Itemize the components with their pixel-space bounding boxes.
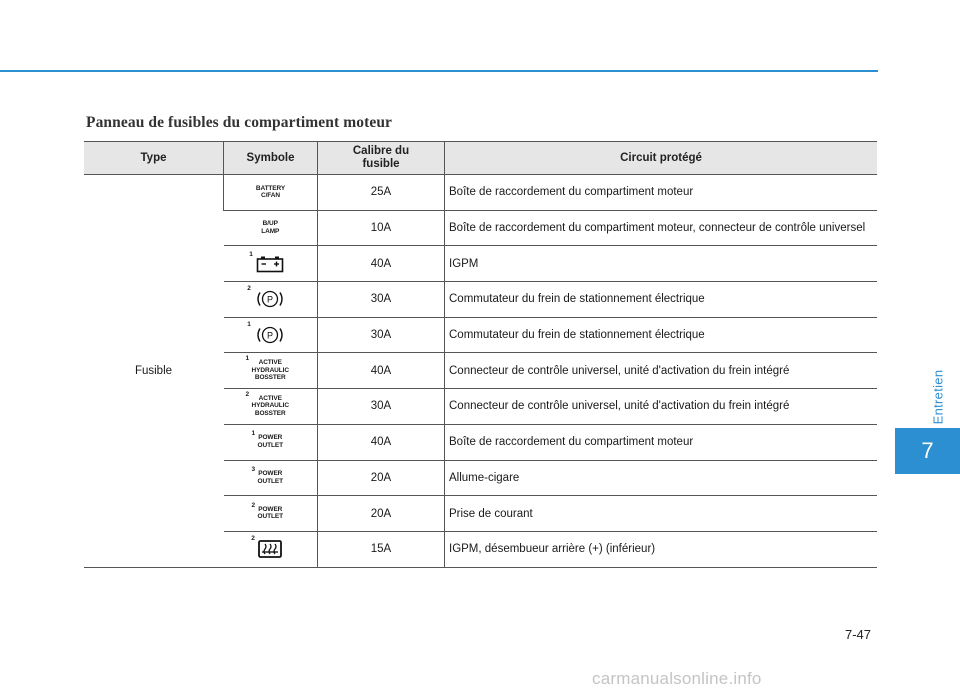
symbol-cell	[224, 175, 318, 211]
symbol-footnote: 1	[245, 355, 250, 363]
symbol-cell	[224, 389, 318, 425]
svg-text:P: P	[267, 294, 274, 305]
rating-cell: 30A	[318, 317, 445, 353]
circuit-cell: Boîte de raccordement du compartiment moteur	[445, 175, 878, 211]
type-cell: Fusible	[84, 175, 224, 568]
symbol-text-line: POWER	[258, 434, 283, 442]
top-rule	[0, 70, 878, 72]
header-circuit: Circuit protégé	[445, 142, 878, 175]
symbol-text-line: OUTLET	[257, 441, 283, 449]
circuit-cell: IGPM, désembueur arrière (+) (inférieur)	[445, 531, 878, 567]
symbol-cell	[224, 531, 318, 567]
parking-brake-icon	[253, 293, 287, 305]
rating-cell: 15A	[318, 531, 445, 567]
symbol-text-line: BATTERY	[255, 184, 286, 192]
symbol-text-line: ACTIVE	[258, 394, 282, 402]
fuse-symbol	[249, 250, 285, 273]
battery-icon	[255, 258, 285, 270]
symbol-footnote: 2	[245, 390, 250, 398]
symbol-cell	[224, 424, 318, 460]
circuit-cell: Boîte de raccordement du compartiment moteur	[445, 424, 878, 460]
circuit-cell: Connecteur de contrôle universel, unité d'activation du frein intégré	[445, 353, 878, 389]
header-rating-line2: fusible	[362, 158, 400, 170]
symbol-text-line: BOSSTER	[254, 374, 286, 382]
symbol-text-line: OUTLET	[257, 513, 283, 521]
rating-cell: 40A	[318, 353, 445, 389]
symbol-text-line: BOSSTER	[254, 409, 286, 417]
symbol-cell	[224, 496, 318, 532]
rating-cell: 30A	[318, 282, 445, 318]
circuit-cell: Prise de courant	[445, 496, 878, 532]
header-rating	[318, 142, 445, 175]
symbol-text-line: LAMP	[261, 227, 280, 235]
rating-cell: 20A	[318, 460, 445, 496]
symbol-text-line: POWER	[258, 470, 283, 478]
symbol-text-line: HYDRAULIC	[251, 366, 289, 374]
chapter-tab-label	[924, 362, 952, 432]
header-symbol: Symbole	[224, 142, 318, 175]
rating-cell: 30A	[318, 389, 445, 425]
circuit-cell: Boîte de raccordement du compartiment moteur, connecteur de contrôle universel	[445, 210, 878, 246]
symbol-text-line: HYDRAULIC	[251, 402, 289, 410]
fuse-table	[84, 141, 877, 568]
rating-cell: 25A	[318, 175, 445, 211]
symbol-footnote: 2	[247, 285, 251, 293]
page-number: 7-47	[845, 627, 872, 642]
circuit-cell: Allume-cigare	[445, 460, 878, 496]
symbol-cell	[224, 460, 318, 496]
symbol-footnote: 2	[251, 501, 256, 509]
symbol-text-line: C/FAN	[260, 192, 280, 200]
rating-cell: 40A	[318, 246, 445, 282]
circuit-cell: Connecteur de contrôle universel, unité d'activation du frein intégré	[445, 389, 878, 425]
symbol-cell	[224, 282, 318, 318]
symbol-text	[258, 506, 283, 521]
symbol-footnote: 1	[249, 250, 253, 258]
symbol-text	[252, 359, 289, 382]
chapter-number: 7	[921, 438, 934, 463]
fuse-table-body	[84, 175, 877, 568]
table-header-row	[84, 142, 877, 175]
fuse-symbol	[251, 430, 283, 450]
fuse-symbol	[247, 321, 287, 345]
fuse-symbol	[247, 285, 287, 309]
symbol-cell	[224, 210, 318, 246]
symbol-cell	[224, 246, 318, 282]
symbol-cell	[224, 353, 318, 389]
symbol-text-line: POWER	[258, 505, 283, 513]
fuse-symbol	[256, 185, 285, 201]
symbol-footnote: 3	[251, 466, 256, 474]
fuse-symbol	[261, 220, 279, 236]
symbol-footnote: 1	[251, 430, 256, 438]
symbol-text-line: OUTLET	[257, 477, 283, 485]
symbol-footnote: 2	[251, 535, 255, 543]
fuse-symbol	[251, 501, 283, 522]
chapter-tab-text: Entretien	[930, 369, 946, 425]
fuse-symbol	[251, 535, 283, 559]
header-rating-line1: Calibre du	[352, 145, 410, 157]
symbol-text	[256, 185, 285, 200]
chapter-number-box	[895, 428, 960, 474]
fuse-symbol	[245, 390, 289, 418]
symbol-text	[252, 395, 289, 418]
symbol-cell	[224, 317, 318, 353]
header-type: Type	[84, 142, 224, 175]
watermark: carmanualsonline.info	[592, 669, 762, 688]
rear-defrost-icon	[257, 543, 283, 555]
fuse-symbol	[251, 466, 283, 486]
circuit-cell: Commutateur du frein de stationnement électrique	[445, 317, 878, 353]
circuit-cell: IGPM	[445, 246, 878, 282]
rating-cell: 20A	[318, 496, 445, 532]
circuit-cell: Commutateur du frein de stationnement électrique	[445, 282, 878, 318]
symbol-text	[258, 470, 283, 485]
symbol-text-line: ACTIVE	[258, 359, 282, 367]
svg-text:P: P	[267, 330, 274, 341]
rating-cell: 40A	[318, 424, 445, 460]
symbol-text-line: B/UP	[262, 220, 278, 228]
symbol-footnote: 1	[247, 321, 251, 329]
parking-brake-icon	[253, 329, 287, 341]
symbol-text	[261, 220, 279, 235]
rating-cell: 10A	[318, 210, 445, 246]
symbol-text	[258, 434, 283, 449]
table-row	[84, 175, 877, 211]
fuse-symbol	[245, 355, 289, 382]
section-title: Panneau de fusibles du compartiment moteur	[86, 114, 393, 131]
